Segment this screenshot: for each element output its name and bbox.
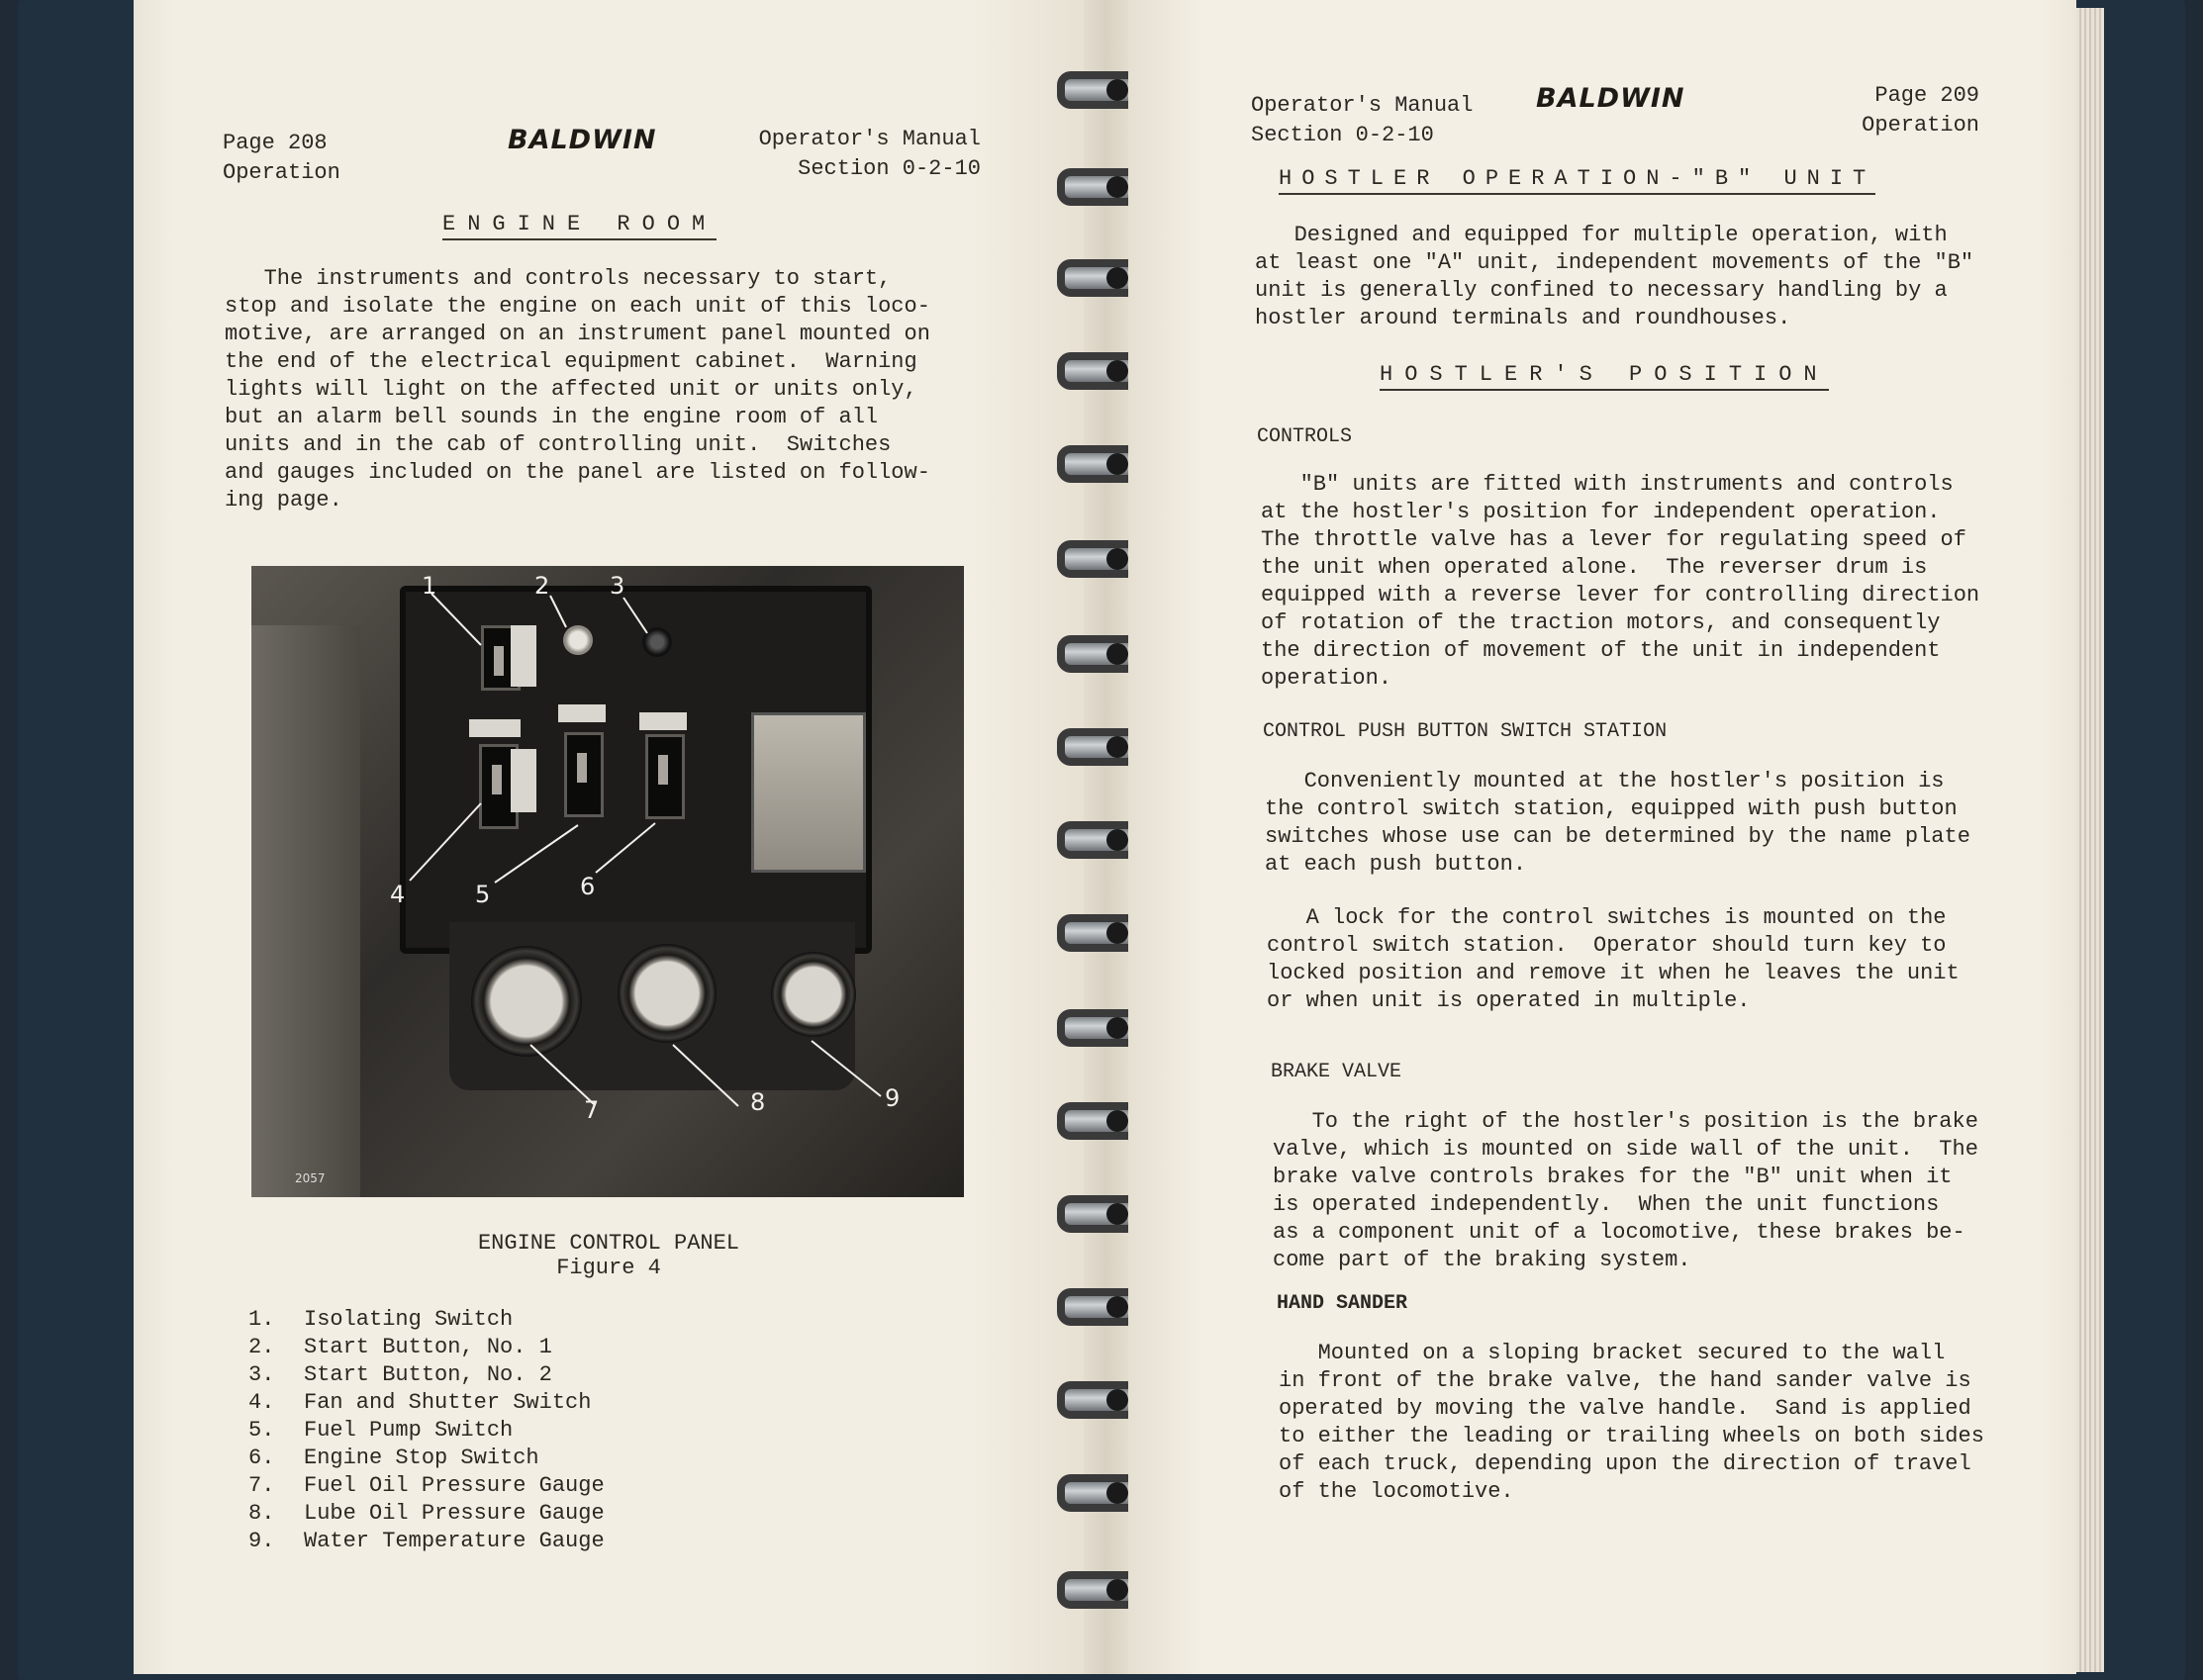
- left-page-header: [223, 129, 340, 188]
- right-section-label: Operation: [1862, 113, 1979, 138]
- legend-item: 7. Fuel Oil Pressure Gauge: [248, 1473, 605, 1498]
- right-section-number: Section 0-2-10: [1251, 123, 1434, 147]
- engine-room-heading: ENGINE ROOM: [442, 212, 717, 240]
- legend-item: 6. Engine Stop Switch: [248, 1446, 539, 1470]
- left-manual-header: [714, 125, 981, 184]
- left-page: [134, 0, 1084, 1674]
- controls-title: CONTROLS: [1257, 425, 1353, 448]
- push-button-station-title: CONTROL PUSH BUTTON SWITCH STATION: [1263, 720, 1668, 743]
- callout-3: 3: [610, 572, 625, 600]
- callout-9: 9: [885, 1084, 901, 1112]
- callout-6: 6: [580, 873, 596, 900]
- left-brand-logo: BALDWIN: [508, 125, 657, 155]
- callout-arrows: [251, 566, 964, 1197]
- left-section-number: Section 0-2-10: [798, 156, 981, 181]
- push-button-paragraph: Conveniently mounted at the hostler's position is the control switch station, equipped with push button switches whose use can be determined by the name plate at each push button.: [1265, 769, 1970, 877]
- callout-1: 1: [422, 572, 437, 600]
- controls-paragraph: "B" units are fitted with instruments and controls at the hostler's position for independent operation. The throttle valve has a lever for regulating speed of the unit when operated alone. The reverser drum is equipped with a reverse lever for controlling direction of rotation of the traction motors, and consequently the direction of movement of the unit in independent operation.: [1261, 472, 1980, 691]
- left-section-label: Operation: [223, 160, 340, 185]
- legend-item: 5. Fuel Pump Switch: [248, 1418, 514, 1443]
- figure-legend: [248, 1306, 605, 1555]
- callout-7: 7: [584, 1096, 600, 1124]
- left-page-number: Page 208: [223, 131, 328, 155]
- callout-4: 4: [390, 881, 406, 908]
- legend-item: 8. Lube Oil Pressure Gauge: [248, 1501, 605, 1526]
- legend-item: 3. Start Button, No. 2: [248, 1362, 552, 1387]
- brake-valve-paragraph: To the right of the hostler's position is the brake valve, which is mounted on side wall of the unit. The brake valve controls brakes for the "B" unit when it is operated independently. When the unit functions as a component unit of a locomotive, these brakes be- come part of the braking system.: [1273, 1109, 1978, 1272]
- hand-sander-title: HAND SANDER: [1277, 1292, 1408, 1315]
- callout-2: 2: [534, 572, 550, 600]
- lock-paragraph: A lock for the control switches is mounted on the control switch station. Operator should turn key to locked position and remove it when he leaves the unit or when unit is operated in multiple.: [1267, 905, 1960, 1013]
- hostler-intro-paragraph: Designed and equipped for multiple operation, with at least one "A" unit, independent movements of the "B" unit is generally confined to necessary handling by a hostler around terminals and roundhouses.: [1255, 223, 1974, 330]
- legend-item: 4. Fan and Shutter Switch: [248, 1390, 592, 1415]
- right-manual-title: Operator's Manual: [1251, 93, 1474, 118]
- photo-code: 2057: [295, 1171, 326, 1185]
- figure-caption: [401, 1231, 816, 1280]
- brake-valve-title: BRAKE VALVE: [1271, 1061, 1402, 1083]
- right-page: [1128, 0, 2076, 1674]
- callout-8: 8: [750, 1088, 766, 1116]
- hand-sander-paragraph: Mounted on a sloping bracket secured to the wall in front of the brake valve, the hand sander valve is operated by moving the valve handle. Sand is applied to either the leading or trailing wheels on both sides of each truck, depending upon the direction of travel of the locomotive.: [1279, 1341, 1984, 1504]
- left-manual-title: Operator's Manual: [758, 127, 981, 151]
- engine-control-panel-photo: [251, 566, 964, 1197]
- hostler-position-heading: HOSTLER'S POSITION: [1380, 362, 1829, 391]
- callout-5: 5: [475, 881, 491, 908]
- right-page-number: Page 209: [1874, 83, 1979, 108]
- engine-room-paragraph: The instruments and controls necessary to start, stop and isolate the engine on each unit of this loco- motive, are arranged on an instrument panel mounted on the end of the electrical equipment cabinet. Warning lights will light on the affected unit or units only, but an alarm bell sounds in the engine room of all units and in the cab of controlling unit. Switches and gauges included on the panel are listed on follow- ing page.: [225, 266, 930, 513]
- legend-item: 2. Start Button, No. 1: [248, 1335, 552, 1359]
- legend-item: 9. Water Temperature Gauge: [248, 1529, 605, 1553]
- right-page-header: [1742, 81, 1979, 140]
- hostler-operation-heading: HOSTLER OPERATION-"B" UNIT: [1279, 166, 1875, 195]
- right-manual-header: [1251, 91, 1473, 150]
- legend-item: 1. Isolating Switch: [248, 1307, 514, 1332]
- caption-figure: Figure 4: [556, 1256, 661, 1280]
- caption-title: ENGINE CONTROL PANEL: [477, 1231, 740, 1256]
- right-brand-logo: BALDWIN: [1536, 83, 1685, 114]
- page-edges: [2076, 8, 2104, 1672]
